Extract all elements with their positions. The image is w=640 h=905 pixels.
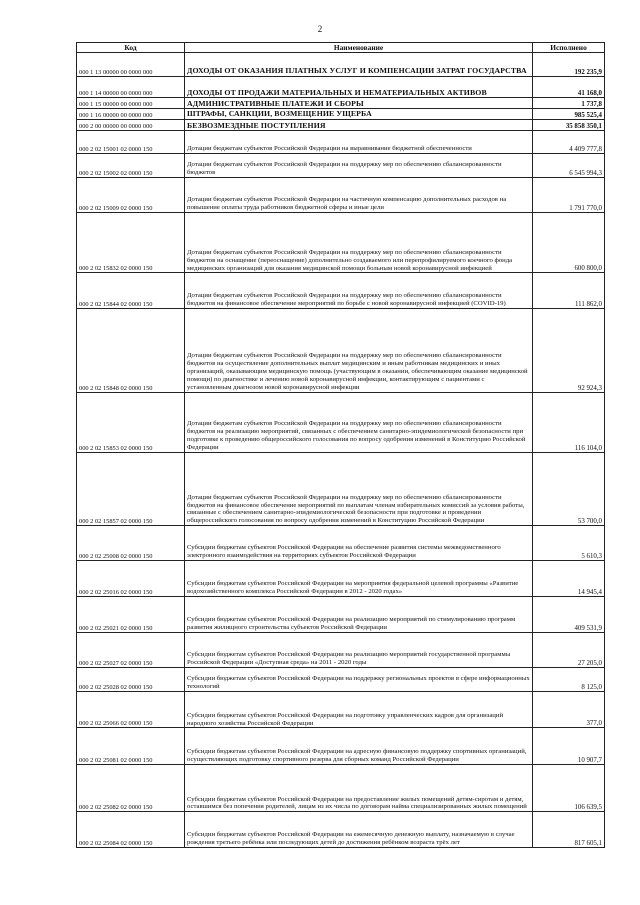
row-value: 5 610,3	[533, 526, 605, 560]
table-row	[77, 108, 605, 119]
row-code: 000 2 02 15009 02 0000 150	[77, 177, 185, 213]
row-code: 000 2 02 25082 02 0000 150	[77, 765, 185, 812]
row-name: Субсидии бюджетам субъектов Российской Федерации на предоставление жилых помещений детям-сиротам и детям, оставшимся без попечения родителей, лицам из их числа по договорам найма специализированных жилых помещений	[185, 765, 533, 812]
row-value: 35 858 350,1	[533, 119, 605, 131]
row-code: 000 2 02 15002 02 0000 150	[77, 154, 185, 178]
row-value: 409 531,9	[533, 597, 605, 633]
row-value: 600 800,0	[533, 213, 605, 273]
table-row	[77, 728, 605, 765]
row-name: ДОХОДЫ ОТ ПРОДАЖИ МАТЕРИАЛЬНЫХ И НЕМАТЕРИАЛЬНЫХ АКТИВОВ	[185, 76, 533, 98]
row-code: 000 2 02 15844 02 0000 150	[77, 273, 185, 309]
table-row	[77, 131, 605, 154]
table-body	[77, 53, 605, 848]
table-row	[77, 812, 605, 848]
row-value: 92 924,3	[533, 308, 605, 392]
row-name: Субсидии бюджетам субъектов Российской Федерации на поддержку региональных проектов в сфере информационных технологий	[185, 668, 533, 692]
row-value: 14 945,4	[533, 560, 605, 597]
row-value: 53 700,0	[533, 453, 605, 526]
row-name: Субсидии бюджетам субъектов Российской Федерации на адресную финансовую поддержку спортивных организаций, осуществляющих подготовку спортивного резерва для сборных команд Российской Федерации	[185, 728, 533, 765]
row-name: БЕЗВОЗМЕЗДНЫЕ ПОСТУПЛЕНИЯ	[185, 119, 533, 131]
revenue-table	[76, 42, 605, 848]
table-row	[77, 597, 605, 633]
table-header-row	[77, 43, 605, 53]
row-value: 10 907,7	[533, 728, 605, 765]
header-code: Код	[77, 43, 185, 53]
row-name: Субсидии бюджетам субъектов Российской Федерации на ежемесячную денежную выплату, назначаемую в случае рождения третьего ребёнка или последующих детей до достижения ребёнком возраста трёх лет	[185, 812, 533, 848]
page-number: 2	[317, 24, 323, 34]
row-value: 111 862,0	[533, 273, 605, 309]
row-name: Дотации бюджетам субъектов Российской Федерации на поддержку мер по обеспечению сбалансированности бюджетов на осуществление дополнительных выплат медицинским и иным работникам медицинских и иных организаций, оказывающим медицинскую помощь (участвующим в оказании, обеспечивающим оказание медицинской помощи) по диагностике и лечению новой коронавирусной инфекции, контактирующим с пациентами с установленным диагнозом новой коронавирусной инфекции	[185, 308, 533, 392]
table-row	[77, 560, 605, 597]
row-code: 000 2 02 25028 02 0000 150	[77, 668, 185, 692]
row-name: Субсидии бюджетам субъектов Российской Федерации на реализацию мероприятий по стимулированию программ развития жилищного строительства субъектов Российской Федерации	[185, 597, 533, 633]
row-value: 985 525,4	[533, 108, 605, 119]
row-code: 000 2 00 00000 00 0000 000	[77, 119, 185, 131]
row-value: 116 104,0	[533, 392, 605, 452]
row-value: 1 737,8	[533, 98, 605, 109]
row-code: 000 1 13 00000 00 0000 000	[77, 53, 185, 77]
table-row	[77, 668, 605, 692]
row-value: 192 235,9	[533, 53, 605, 77]
row-code: 000 2 02 25016 02 0000 150	[77, 560, 185, 597]
table-row	[77, 119, 605, 131]
row-name: Дотации бюджетам субъектов Российской Федерации на поддержку мер по обеспечению сбалансированности бюджетов	[185, 154, 533, 178]
row-code: 000 1 15 00000 00 0000 000	[77, 98, 185, 109]
row-value: 41 168,0	[533, 76, 605, 98]
row-code: 000 2 02 15857 02 0000 150	[77, 453, 185, 526]
row-code: 000 2 02 25008 02 0000 150	[77, 526, 185, 560]
row-name: Дотации бюджетам субъектов Российской Федерации на поддержку мер по обеспечению сбалансированности бюджетов на финансовое обеспечение мероприятий по борьбе с новой коронавирусной инфекцией (COVID-19)	[185, 273, 533, 309]
row-code: 000 2 02 15001 02 0000 150	[77, 131, 185, 154]
row-code: 000 2 02 25066 02 0000 150	[77, 691, 185, 728]
table-row	[77, 392, 605, 452]
table-row	[77, 213, 605, 273]
header-value: Исполнено	[533, 43, 605, 53]
row-value: 8 125,0	[533, 668, 605, 692]
row-code: 000 2 02 15848 02 0000 150	[77, 308, 185, 392]
row-code: 000 2 02 25084 02 0000 150	[77, 812, 185, 848]
table-row	[77, 308, 605, 392]
row-name: Дотации бюджетам субъектов Российской Федерации на поддержку мер по обеспечению сбалансированности бюджетов на оснащение (переоснащение) дополнительно создаваемого или перепрофилируемого коечного фонда медицинских организаций для оказания медицинской помощи больным новой коронавирусной инфекцией	[185, 213, 533, 273]
row-value: 377,0	[533, 691, 605, 728]
table-row	[77, 632, 605, 668]
table-row	[77, 765, 605, 812]
row-name: Субсидии бюджетам субъектов Российской Федерации на подготовку управленческих кадров для организаций народного хозяйства Российской Федерации	[185, 691, 533, 728]
table-row	[77, 691, 605, 728]
row-code: 000 2 02 25027 02 0000 150	[77, 632, 185, 668]
row-name: Субсидии бюджетам субъектов Российской Федерации на обеспечение развития системы межведомственного электронного взаимодействия на территориях субъектов Российской Федерации	[185, 526, 533, 560]
row-code: 000 1 14 00000 00 0000 000	[77, 76, 185, 98]
row-name: Субсидии бюджетам субъектов Российской Федерации на мероприятия федеральной целевой программы «Развитие водохозяйственного комплекса Российской Федерации в 2012 - 2020 годах»	[185, 560, 533, 597]
revenue-table-container	[76, 42, 604, 848]
table-row	[77, 53, 605, 77]
row-value: 1 791 770,0	[533, 177, 605, 213]
row-name: ШТРАФЫ, САНКЦИИ, ВОЗМЕЩЕНИЕ УЩЕРБА	[185, 108, 533, 119]
row-value: 27 205,0	[533, 632, 605, 668]
table-row	[77, 98, 605, 109]
table-row	[77, 154, 605, 178]
row-name: АДМИНИСТРАТИВНЫЕ ПЛАТЕЖИ И СБОРЫ	[185, 98, 533, 109]
row-code: 000 2 02 15832 02 0000 150	[77, 213, 185, 273]
row-value: 106 639,5	[533, 765, 605, 812]
table-row	[77, 177, 605, 213]
row-value: 6 545 994,3	[533, 154, 605, 178]
row-name: Дотации бюджетам субъектов Российской Федерации на частичную компенсацию дополнительных расходов на повышение оплаты труда работников бюджетной сферы и иные цели	[185, 177, 533, 213]
table-row	[77, 526, 605, 560]
row-code: 000 2 02 25081 02 0000 150	[77, 728, 185, 765]
table-row	[77, 273, 605, 309]
row-value: 817 605,1	[533, 812, 605, 848]
table-row	[77, 76, 605, 98]
row-value: 4 409 777,8	[533, 131, 605, 154]
row-name: Дотации бюджетам субъектов Российской Федерации на выравнивание бюджетной обеспеченности	[185, 131, 533, 154]
row-code: 000 1 16 00000 00 0000 000	[77, 108, 185, 119]
table-row	[77, 453, 605, 526]
row-name: Дотации бюджетам субъектов Российской Федерации на поддержку мер по обеспечению сбалансированности бюджетов на финансовое обеспечение мероприятий по выплатам членам избирательных комиссий за условия работы, связанные с обеспечением санитарно-эпидемиологической безопасности при подготовке и проведении общероссийского голосования по вопросу одобрения изменений в Конституцию Российской Федерации	[185, 453, 533, 526]
row-code: 000 2 02 15853 02 0000 150	[77, 392, 185, 452]
row-name: ДОХОДЫ ОТ ОКАЗАНИЯ ПЛАТНЫХ УСЛУГ И КОМПЕНСАЦИИ ЗАТРАТ ГОСУДАРСТВА	[185, 53, 533, 77]
header-name: Наименование	[185, 43, 533, 53]
row-code: 000 2 02 25021 02 0000 150	[77, 597, 185, 633]
row-name: Субсидии бюджетам субъектов Российской Федерации на реализацию мероприятий государственной программы Российской Федерации «Доступная среда» на 2011 - 2020 годы	[185, 632, 533, 668]
row-name: Дотации бюджетам субъектов Российской Федерации на поддержку мер по обеспечению сбалансированности бюджетов на реализацию мероприятий, связанных с обеспечением санитарно-эпидемиологической безопасности при подготовке к проведению общероссийского голосования по вопросу одобрения изменений в Конституцию Российской Федерации	[185, 392, 533, 452]
